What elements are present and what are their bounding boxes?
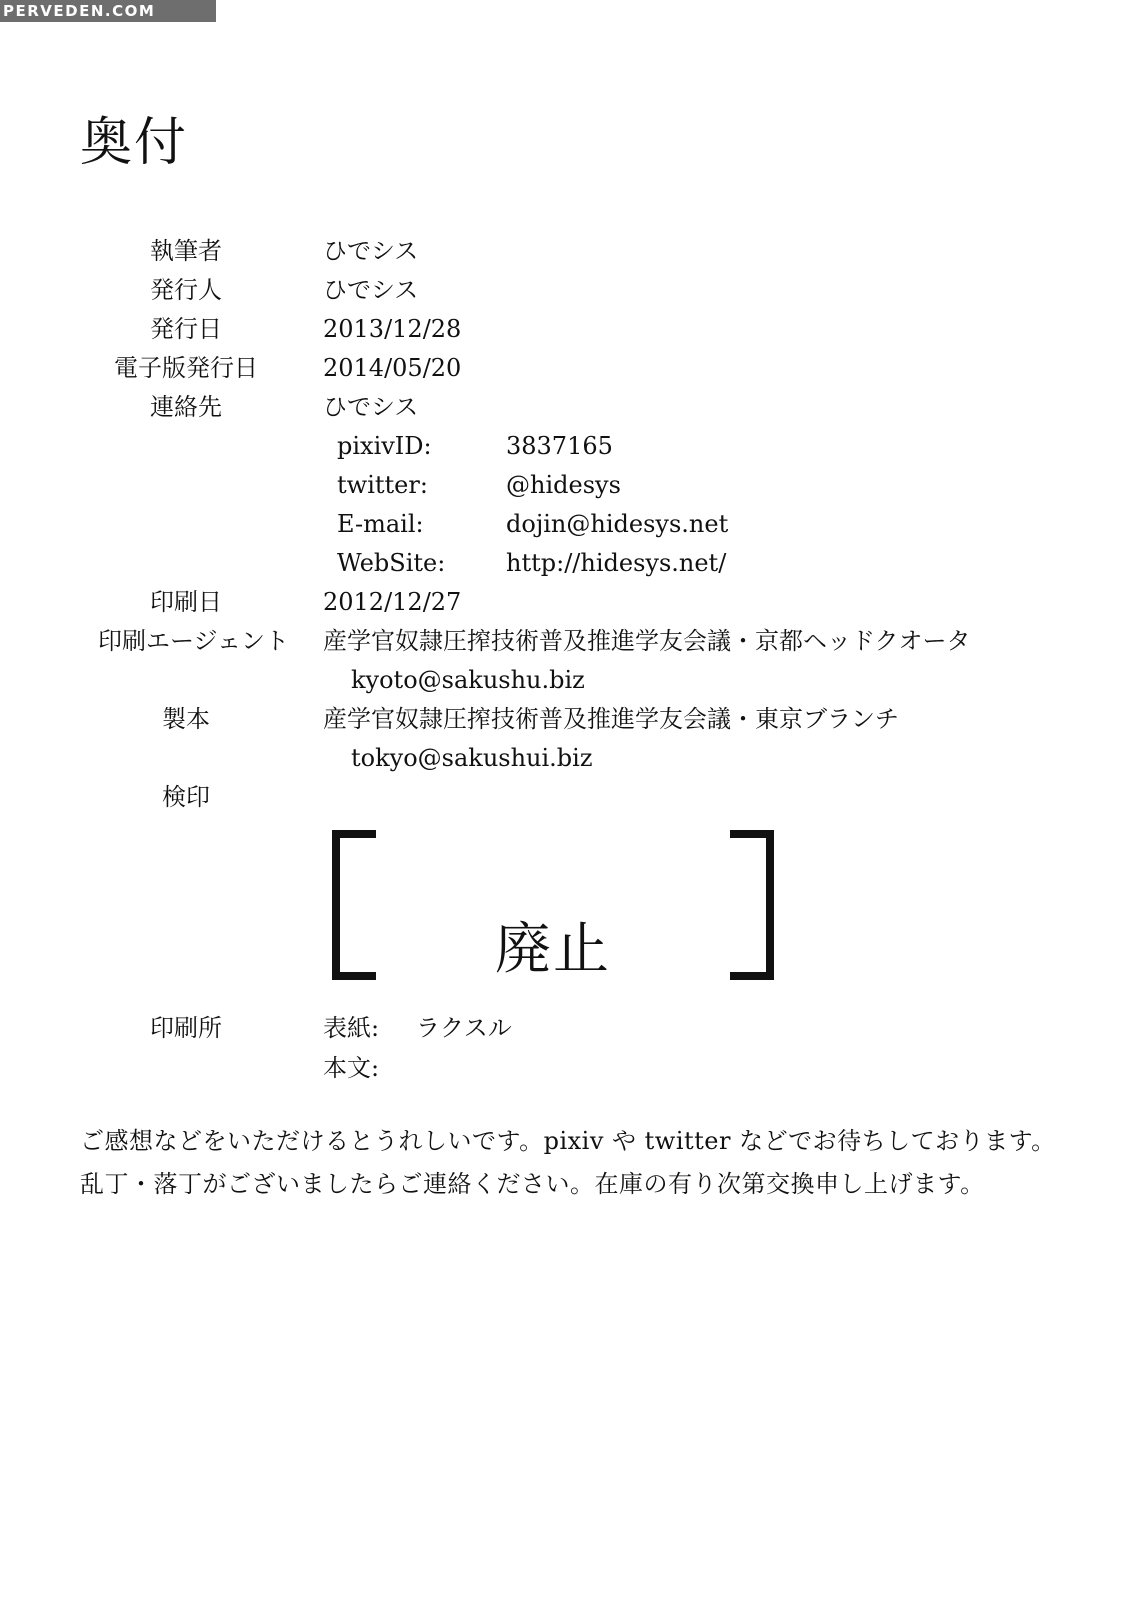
contact-value-email: dojin@hidesys.net	[506, 510, 729, 538]
page-title: 奥付	[80, 113, 189, 173]
contact-key-website: WebSite:	[337, 549, 446, 577]
value-print-agent: 産学官奴隷圧搾技術普及推進学友会議・京都ヘッドクオータ	[323, 627, 971, 655]
stamp-left-bracket	[332, 830, 376, 980]
label-ebook-date: 電子版発行日	[114, 354, 258, 382]
note-defects: 乱丁・落丁がございましたらご連絡ください。在庫の有り次第交換申し上げます。	[80, 1170, 985, 1198]
value-binding: 産学官奴隷圧搾技術普及推進学友会議・東京ブランチ	[323, 705, 899, 733]
note-feedback: ご感想などをいただけるとうれしいです。pixiv や twitter などでお待ちしております。	[80, 1127, 1056, 1155]
value-issue-date: 2013/12/28	[323, 315, 462, 343]
label-binding: 製本	[162, 705, 210, 733]
label-inspection: 検印	[162, 783, 210, 811]
value-contact: ひでシス	[323, 393, 419, 421]
binding-email: tokyo@sakushui.biz	[351, 744, 593, 772]
contact-value-pixiv: 3837165	[506, 432, 613, 460]
print-agent-email: kyoto@sakushu.biz	[351, 666, 585, 694]
label-author: 執筆者	[150, 237, 222, 265]
label-printer: 印刷所	[150, 1014, 222, 1042]
contact-key-twitter: twitter:	[337, 471, 428, 499]
contact-value-twitter: @hidesys	[506, 471, 621, 499]
contact-key-pixiv: pixivID:	[337, 432, 432, 460]
label-issue-date: 発行日	[150, 315, 222, 343]
label-contact: 連絡先	[150, 393, 222, 421]
label-print-agent: 印刷エージェント	[98, 627, 290, 655]
site-watermark: PERVEDEN.COM	[0, 0, 216, 22]
printer-cover-label: 表紙:	[323, 1014, 380, 1042]
printer-cover-value: ラクスル	[416, 1014, 512, 1042]
printer-body-label: 本文:	[323, 1054, 380, 1082]
value-publisher: ひでシス	[323, 276, 419, 304]
stamp-abolished-text: 廃止	[495, 917, 611, 982]
value-ebook-date: 2014/05/20	[323, 354, 462, 382]
label-print-date: 印刷日	[150, 588, 222, 616]
value-print-date: 2012/12/27	[323, 588, 462, 616]
label-publisher: 発行人	[150, 276, 222, 304]
contact-value-website: http://hidesys.net/	[506, 549, 727, 577]
stamp-right-bracket	[730, 830, 774, 980]
value-author: ひでシス	[323, 237, 419, 265]
contact-key-email: E-mail:	[337, 510, 424, 538]
